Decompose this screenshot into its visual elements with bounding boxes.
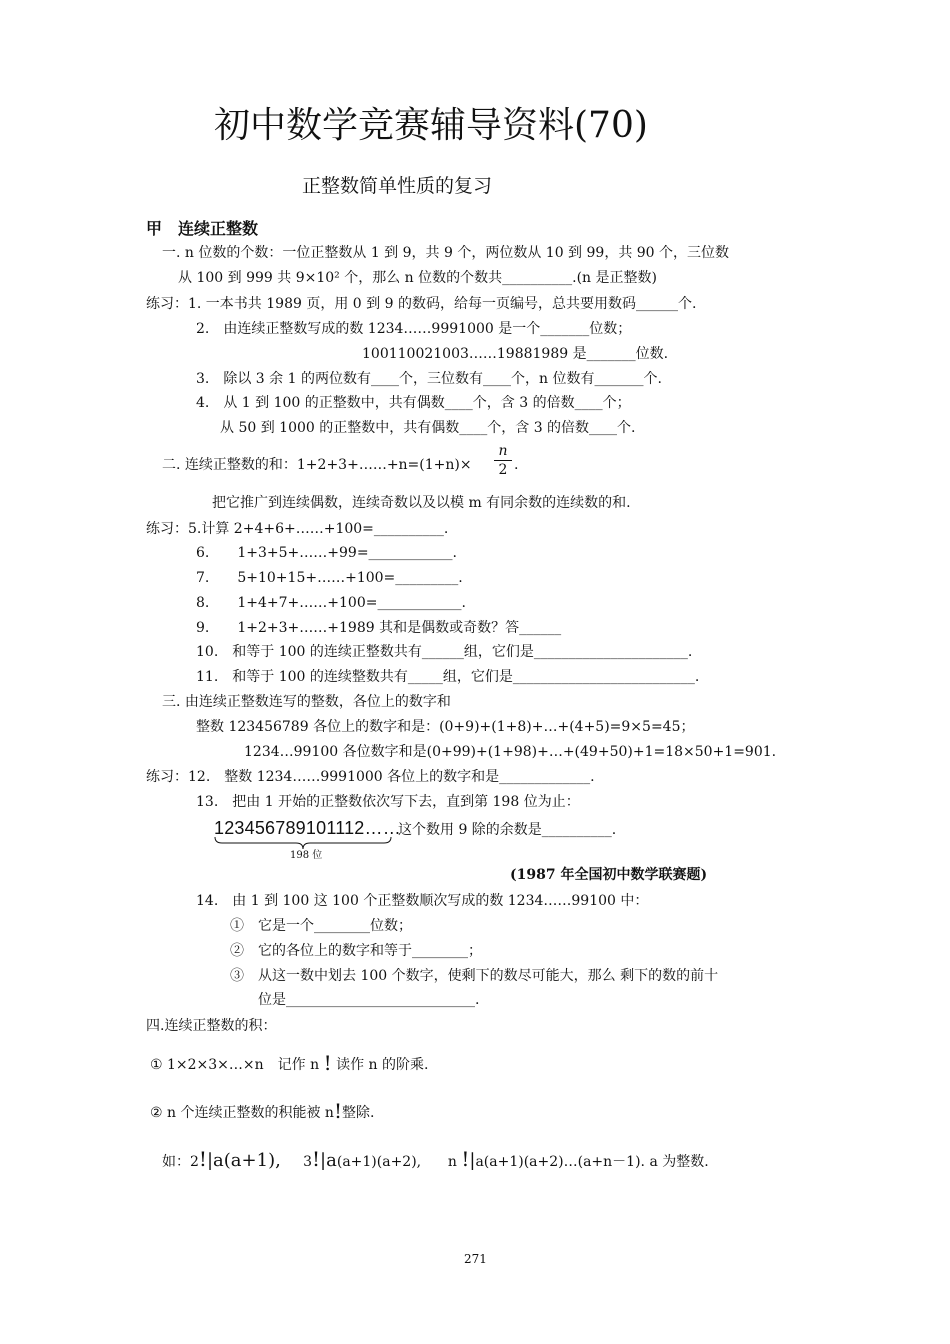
text-line: .	[514, 457, 519, 473]
text-line: 2. 由连续正整数写成的数 1234……9991000 是一个_______位数；	[196, 321, 632, 337]
text-line: 10. 和等于 100 的连续正整数共有______组，它们是______________________.	[196, 644, 693, 660]
text-fragment: 读作 n 的阶乘.	[336, 1057, 429, 1073]
text-line	[150, 1099, 375, 1123]
fraction-numerator: n	[498, 443, 508, 459]
text-line: 3. 除以 3 余 1 的两位数有____个，三位数有____个，n 位数有_______个.	[196, 371, 662, 387]
text-fragment: ① 1×2×3×…×n 记作 n	[150, 1057, 320, 1073]
factorial-sign: !	[461, 1147, 470, 1171]
text-line: 4. 从 1 到 100 的正整数中，共有偶数____个，含 3 的倍数____个；	[196, 395, 631, 411]
text-line: 8. 1+4+7+……+100=____________.	[196, 595, 466, 611]
factorial-sign: !	[198, 1147, 207, 1171]
text-fragment: n	[447, 1154, 457, 1170]
text-fragment: a	[326, 1150, 337, 1171]
factorial-sign: !	[323, 1051, 332, 1075]
text-fragment: 整除.	[341, 1105, 375, 1121]
text-line: 这个数用 9 除的余数是__________.	[398, 822, 617, 838]
text-line: 13. 把由 1 开始的正整数依次写下去，直到第 198 位为止：	[196, 794, 580, 810]
text-line: ② 它的各位上的数字和等于________；	[230, 943, 482, 959]
factorial-sign: !	[333, 1099, 342, 1123]
text-fragment: a(a+1)(a+2)…(a+n－1). a 为整数.	[475, 1154, 709, 1170]
text-line: 整数 123456789 各位上的数字和是：(0+9)+(1+8)+…+(4+5)=9×5=45；	[196, 719, 695, 735]
section-heading: 甲 连续正整数	[146, 219, 259, 238]
text-fragment: (a+1)(a+2),	[336, 1154, 422, 1170]
text-line: 9. 1+2+3+……+1989 其和是偶数或奇数？答______	[196, 620, 562, 636]
text-line: 二. 连续正整数的和：1+2+3+……+n=(1+n)×	[162, 457, 472, 473]
page-number: 271	[464, 1252, 487, 1266]
text-line: 练习：1. 一本书共 1989 页，用 0 到 9 的数码，给每一页编号，总共要用数码______个.	[146, 296, 697, 312]
brace-label: 198 位	[290, 850, 323, 861]
text-line: 从 100 到 999 共 9×10² 个，那么 n 位数的个数共__________.(n 是正整数)	[178, 270, 657, 286]
page-title: 初中数学竞赛辅导资料(70)	[214, 105, 648, 146]
text-line: ③ 从这一数中划去 100 个数字，使剩下的数尽可能大，那么 剩下的数的前十	[230, 968, 719, 984]
text-line: 把它推广到连续偶数，连续奇数以及以模 m 有同余数的连续数的和.	[212, 495, 631, 511]
text-line: 6. 1+3+5+……+99=____________.	[196, 545, 457, 561]
text-line	[162, 1147, 709, 1171]
underbrace	[214, 836, 392, 850]
text-line: 练习：5.计算 2+4+6+……+100=__________.	[146, 521, 449, 537]
text-line: 100110021003……19881989 是_______位数.	[362, 346, 669, 362]
text-fragment: ② n 个连续正整数的积能被 n	[150, 1105, 334, 1121]
text-line: 一. n 位数的个数：一位正整数从 1 到 9，共 9 个，两位数从 10 到 99，共 90 个，三位数	[162, 245, 730, 261]
text-line: 三. 由连续正整数连写的整数，各位上的数字和	[162, 694, 451, 710]
text-line: 11. 和等于 100 的连续整数共有_____组，它们是__________________________.	[196, 669, 700, 685]
text-line: 1234…99100 各位数字和是(0+99)+(1+98)+…+(49+50)+1=18×50+1=901.	[244, 744, 777, 760]
text-line: 四.连续正整数的积：	[146, 1018, 277, 1034]
text-fragment: a(a+1),	[213, 1150, 281, 1171]
divides-bar: |	[206, 1150, 214, 1171]
source-note: (1987 年全国初中数学联赛题)	[510, 867, 708, 883]
fraction-denominator: 2	[498, 462, 508, 478]
factorial-sign: !	[312, 1147, 321, 1171]
text-line: 7. 5+10+15+……+100=_________.	[196, 570, 463, 586]
text-fragment: 3	[303, 1154, 312, 1170]
text-line	[150, 1051, 429, 1075]
divides-bar: |	[469, 1150, 476, 1171]
text-fragment: 如：2	[162, 1154, 199, 1170]
text-line: 练习：12. 整数 1234……9991000 各位上的数字和是_____________.	[146, 769, 595, 785]
digit-sequence: 123456789101112……	[214, 818, 401, 838]
text-line: 从 50 到 1000 的正整数中，共有偶数____个，含 3 的倍数____个.	[220, 420, 636, 436]
text-line: 14. 由 1 到 100 这 100 个正整数顺次写成的数 1234……99100 中：	[196, 893, 649, 909]
divides-bar: |	[320, 1150, 327, 1171]
page-subtitle: 正整数简单性质的复习	[302, 175, 493, 197]
text-line: 位是___________________________.	[258, 992, 480, 1008]
text-line: ① 它是一个________位数；	[230, 918, 412, 934]
